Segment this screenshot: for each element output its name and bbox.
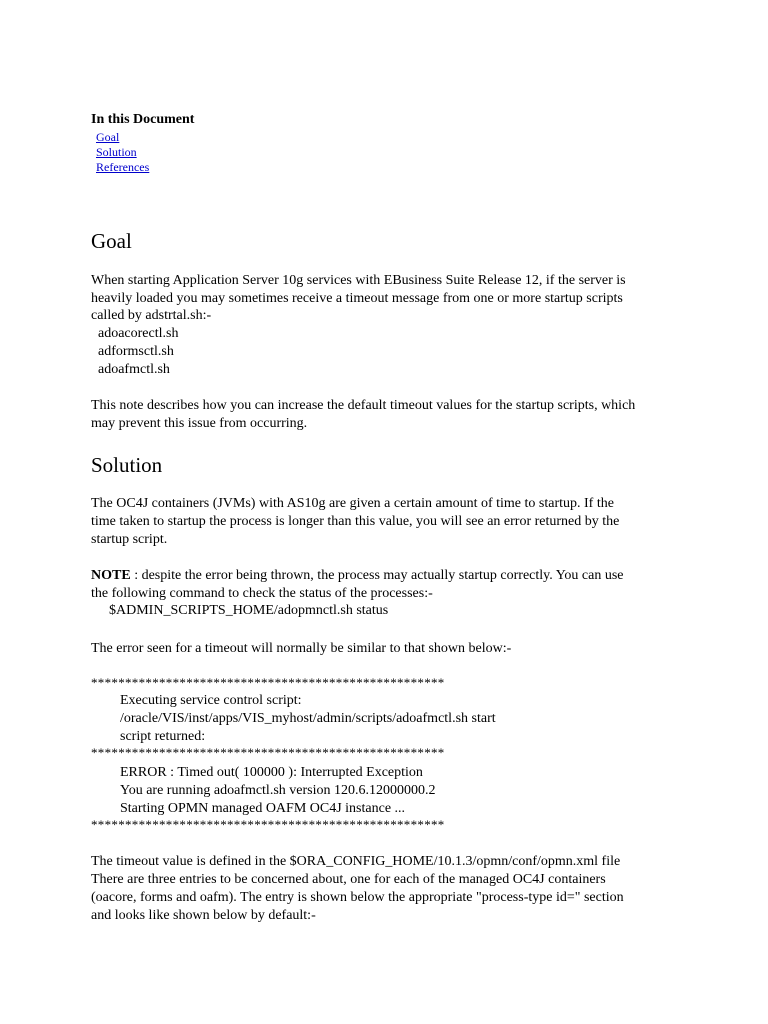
timeout-paragraph-line: There are three entries to be concerned about, one for each of the managed OC4J containers [91, 872, 606, 887]
error-intro: The error seen for a timeout will normally be similar to that shown below:- [91, 641, 512, 656]
script-name: adoacorectl.sh [98, 326, 179, 341]
timeout-paragraph-line: (oacore, forms and oafm). The entry is shown below the appropriate "process-type id=" section [91, 890, 624, 905]
toc-link-solution[interactable]: Solution [96, 145, 137, 159]
error-output-line: You are running adoafmctl.sh version 120.6.12000000.2 [120, 783, 436, 798]
script-name: adoafmctl.sh [98, 362, 170, 377]
status-command: $ADMIN_SCRIPTS_HOME/adopmnctl.sh status [109, 603, 389, 618]
separator-stars: **************************************************** [91, 817, 445, 832]
solution-paragraph-line: The OC4J containers (JVMs) with AS10g are given a certain amount of time to startup. If the [91, 496, 614, 511]
error-output-line: ERROR : Timed out( 100000 ): Interrupted Exception [120, 765, 423, 780]
solution-paragraph-line: startup script. [91, 532, 168, 547]
goal-paragraph-line: called by adstrtal.sh:- [91, 308, 212, 323]
note-line: the following command to check the status of the processes:- [91, 586, 433, 601]
goal-note-line: This note describes how you can increase the default timeout values for the startup scripts, which [91, 398, 636, 413]
separator-stars: **************************************************** [91, 745, 445, 760]
solution-paragraph-line: time taken to startup the process is longer than this value, you will see an error returned by the [91, 514, 620, 529]
error-output-line: script returned: [120, 729, 206, 744]
error-output-line: Starting OPMN managed OAFM OC4J instance ... [120, 801, 406, 816]
solution-heading: Solution [91, 453, 163, 477]
goal-heading: Goal [91, 229, 132, 253]
note-line [91, 567, 624, 585]
separator-stars: **************************************************** [91, 675, 445, 690]
goal-paragraph-line: When starting Application Server 10g services with EBusiness Suite Release 12, if the server is [91, 273, 626, 288]
toc-title: In this Document [91, 112, 195, 127]
note-text: : despite the error being thrown, the process may actually startup correctly. You can use [130, 568, 624, 583]
goal-paragraph-line: heavily loaded you may sometimes receive a timeout message from one or more startup scripts [91, 291, 623, 306]
goal-note-line: may prevent this issue from occurring. [91, 416, 308, 431]
timeout-paragraph-line: The timeout value is defined in the $ORA_CONFIG_HOME/10.1.3/opmn/conf/opmn.xml file [91, 854, 621, 869]
toc-link-references[interactable]: References [96, 160, 150, 174]
script-name: adformsctl.sh [98, 344, 174, 359]
toc-link-goal[interactable]: Goal [96, 130, 120, 144]
error-output-line: Executing service control script: [120, 693, 302, 708]
error-output-line: /oracle/VIS/inst/apps/VIS_myhost/admin/scripts/adoafmctl.sh start [120, 711, 496, 726]
timeout-paragraph-line: and looks like shown below by default:- [91, 908, 316, 923]
note-label: NOTE [91, 568, 131, 583]
